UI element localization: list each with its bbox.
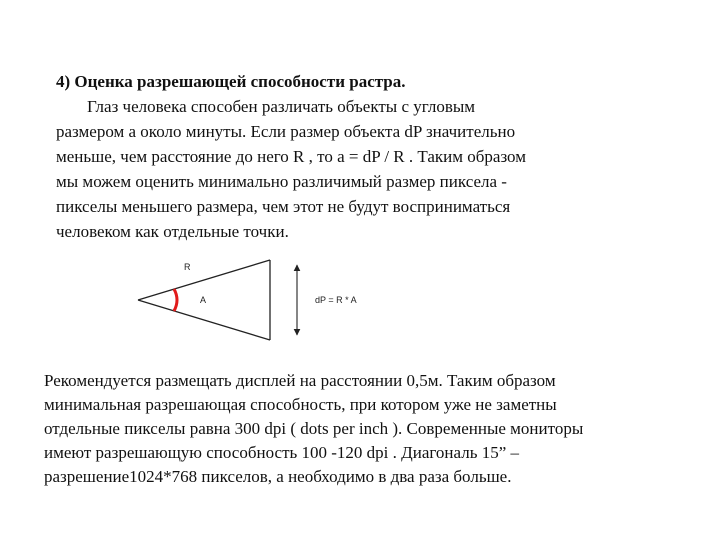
paragraph-line: человеком как отдельные точки. [56, 222, 289, 241]
recommendation-line: отдельные пикселы равна 300 dpi ( dots per inch ). Современные мониторы [44, 419, 584, 438]
recommendation-line: Рекомендуется размещать дисплей на расстоянии 0,5м. Таким образом [44, 371, 556, 390]
recommendation-text [44, 369, 704, 489]
paragraph-line: мы можем оценить минимально различимый размер пиксела - [56, 172, 507, 191]
paragraph-line: размером a около минуты. Если размер объекта dP значительно [56, 122, 516, 141]
recommendation-line: разрешение1024*768 пикселов, а необходимо в два раза больше. [44, 467, 512, 486]
upper-ray-line [138, 260, 270, 300]
angle-arc [174, 289, 177, 311]
angular-size-diagram [130, 252, 410, 348]
section-title: 4) Оценка разрешающей способности растра. [56, 72, 406, 91]
label-a: A [200, 295, 207, 305]
paragraph-line: пикселы меньшего размера, чем этот не будут восприниматься [56, 197, 511, 216]
label-r: R [184, 262, 191, 272]
recommendation-line: минимальная разрешающая способность, при котором уже не заметны [44, 395, 557, 414]
paragraph-line: Глаз человека способен различать объекты с угловым [87, 97, 476, 116]
recommendation-line: имеют разрешающую способность 100 -120 dpi . Диагональ 15” – [44, 443, 519, 462]
lower-ray-line [138, 300, 270, 340]
label-formula: dP = R * A [315, 295, 357, 305]
paragraph-line: меньше, чем расстояние до него R , то a = dP / R . Таким образом [56, 147, 526, 166]
section-text [56, 69, 656, 244]
